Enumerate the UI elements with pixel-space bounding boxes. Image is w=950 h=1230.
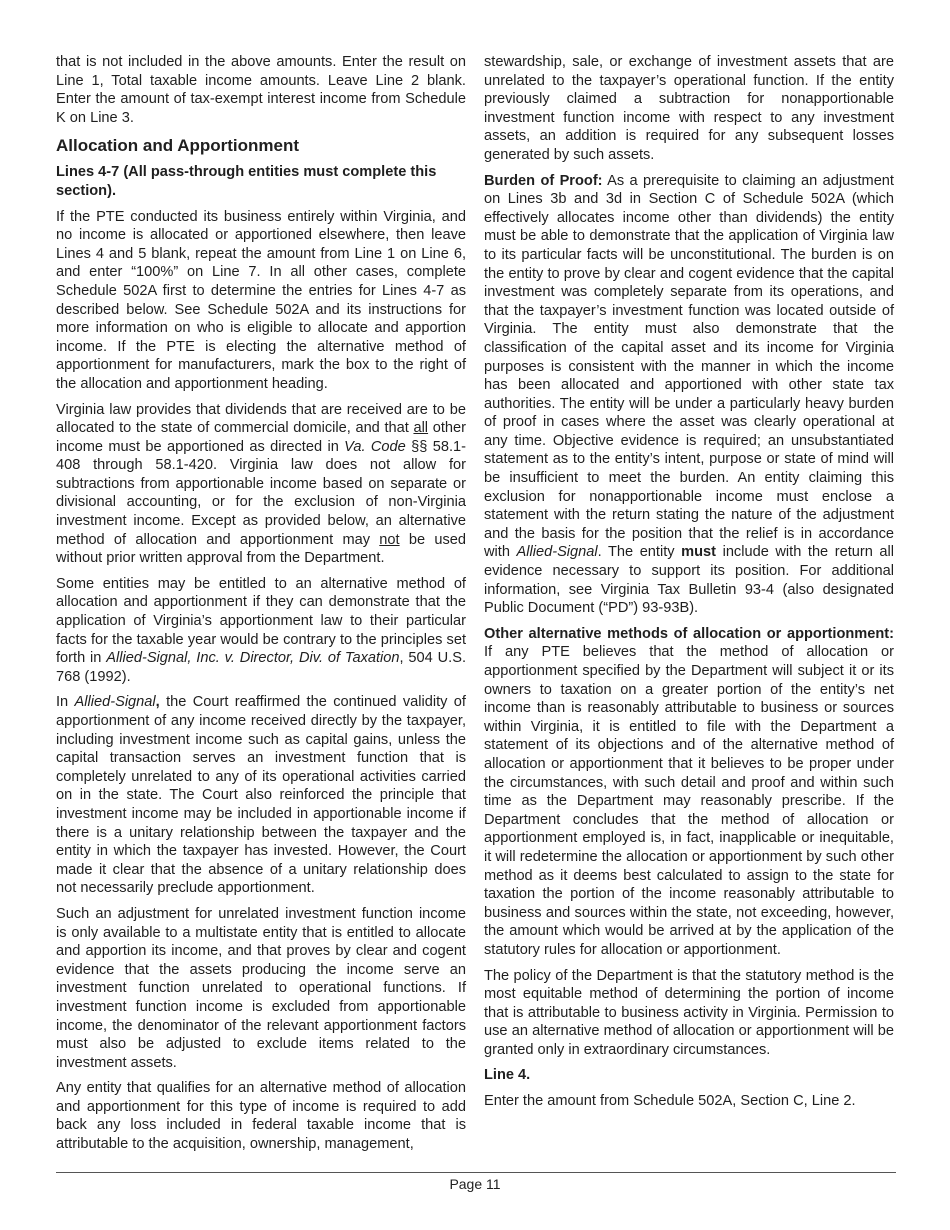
line-4-instruction: Enter the amount from Schedule 502A, Section C, Line 2. bbox=[484, 1093, 856, 1110]
paragraph-add-back: Any entity that qualifies for an alternative method of allocation and apportionment for this type of income is required to add back any loss included in federal taxable income that is attributable to the acquisition, ownership, management, bbox=[56, 1080, 466, 1153]
paragraph-virginia-law: Virginia law provides that dividends that are received are to be allocated to the state of commercial domicile, and that all other income must be apportioned as directed in Va. Code §§ 58.1-408 through 58.1-420. Virginia law does not allow for subtractions from apportionable income based on separate or divisional accounting, or for the exclusion of non-Virginia investment income. Except as provided below, an alternative method of allocation and apportionment may not be used without prior written approval from the Department. bbox=[56, 401, 466, 567]
paragraph-stewardship: stewardship, sale, or exchange of investment assets that are unrelated to the taxpayer’s operational function. If the entity previously claimed a subtraction for nonapportionable investment function income with respect to any investment assets, an addition is required for any subsequent losses generated by such assets. bbox=[484, 54, 894, 163]
paragraph-burden-of-proof: Burden of Proof: As a prerequisite to claiming an adjustment on Lines 3b and 3d in Section C of Schedule 502A (which effectively allocates income other than dividends) the entity must be able to demonstrate that the application of Virginia law to its particular facts will be unconstitutional. The burden is on the entity to prove by clear and cogent evidence that the capital investment was completely separate from its operations, and that the taxpayer’s investment function was located outside of Virginia. The entity must also demonstrate that the classification of the capital asset and its income for Virginia purposes is consistent with the manner in which the income has been allocated and apportioned with other state tax authorities. The entity will be under a particularly heavy burden of proof in cases where the asset was clearly operational at any time. Objective evidence is required; an unsubstantiated statement as to the entity’s intent, purpose or state of mind will be insufficient to meet the burden. An entity claiming this exclusion for nonapportionable income must enclose a statement with the return stating the nature of the adjustment and the basis for the position that the relief is in accordance with Allied-Signal. The entity must include with the return all evidence necessary to support its position. For additional information, see Virginia Tax Bulletin 93-4 (also designated Public Document (“PD”) 93-93B). bbox=[484, 172, 895, 617]
line-4-heading: Line 4. bbox=[484, 1067, 531, 1084]
footer-rule bbox=[56, 1172, 896, 1173]
paragraph-allied-signal: In Allied-Signal, the Court reaffirmed the continued validity of apportionment of any income received directly by the taxpayer, including investment income such as capital gains, unless the capital transaction serves an investment function that is completely unrelated to any of its operational activities carried on in the state. The Court also reinforced the principle that investment income may be included in apportionable income if there is a unitary relationship between the taxpayer and the entity in which the taxpayer has invested. However, the Court made it clear that the absence of a unitary relationship does not necessarily preclude apportionment. bbox=[56, 694, 466, 897]
paragraph-continuation: that is not included in the above amounts. Enter the result on Line 1, Total taxable income amounts. Leave Line 2 blank. Enter the amount of tax-exempt interest income from Schedule K on Line 3. bbox=[56, 54, 466, 126]
page-number: Page 11 bbox=[449, 1176, 501, 1192]
left-column bbox=[56, 53, 466, 1161]
right-column bbox=[484, 53, 894, 1118]
paragraph-adjustment: Such an adjustment for unrelated investment function income is only available to a multistate entity that is entitled to allocate and apportion its income, and that proves by clear and cogent evidence that the assets producing the income serve an investment function unrelated to operational functions. If investment function income is excluded from apportionable income, the denominator of the relevant apportionment factors must also be adjusted to exclude items related to the investment assets. bbox=[56, 905, 466, 1071]
paragraph-virginia-business: If the PTE conducted its business entirely within Virginia, and no income is allocated or apportioned elsewhere, then leave Lines 4 and 5 blank, repeat the amount from Line 1 on Line 6, and enter “100%” on Line 7. In all other cases, complete Schedule 502A first to determine the entries for Lines 4-7 as described below. See Schedule 502A and its instructions for more information on who is eligible to allocate and apportion income. If the PTE is electing the alternative method of apportionment for manufacturers, mark the box to the right of the allocation and apportionment heading. bbox=[56, 208, 466, 392]
section-heading-allocation: Allocation and Apportionment bbox=[56, 136, 300, 156]
paragraph-department-policy: The policy of the Department is that the statutory method is the most equitable method of determining the portion of income that is attributable to business activity in Virginia. Permission to use an alternative method of allocation or apportionment will be granted only in extraordinary circumstances. bbox=[484, 967, 894, 1058]
paragraph-alternative-method: Some entities may be entitled to an alternative method of allocation and apportionment if they can demonstrate that the application of Virginia’s apportionment law to their particular facts for the taxable year would be contrary to the principles set forth in Allied-Signal, Inc. v. Director, Div. of Taxation, 504 U.S. 768 (1992). bbox=[56, 575, 466, 685]
subheading-lines-4-7: Lines 4-7 (All pass-through entities must complete this section). bbox=[56, 164, 437, 199]
paragraph-other-methods: Other alternative methods of allocation or apportionment: If any PTE believes that the method of allocation or apportionment specified by the Department will subject it or its owners to taxation on a greater portion of the entity’s net income than is reasonably attributable to business or sources within Virginia, it is entitled to file with the Department a statement of its objections and of the alternative method of allocation or apportionment that it believes to be proper under the circumstances, with such detail and proof and within such time as the Department may reasonably prescribe. If the Department concludes that the method of allocation or apportionment employed is, in fact, inapplicable or inequitable, it will redetermine the allocation or apportionment by such other method as it deems best calculated to assign to the state for taxation the portion of the income reasonably attributable to business and sources within the state, not exceeding, however, the amount which would be arrived at by the application of the statutory rules for allocation or apportionment. bbox=[484, 625, 894, 958]
